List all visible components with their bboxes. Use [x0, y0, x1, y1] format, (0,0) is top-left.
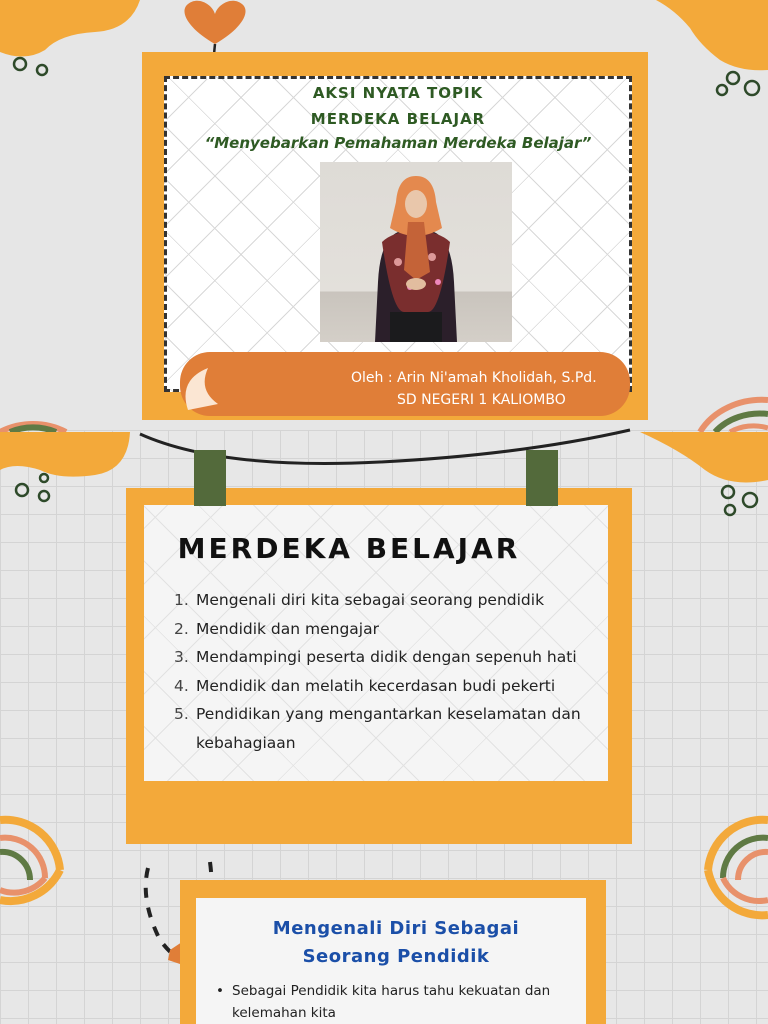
- rainbow-right-upper: [700, 400, 768, 432]
- list-item: [174, 615, 604, 644]
- profile-title-line1: Mengenali Diri Sebagai: [272, 918, 520, 939]
- author-photo: [320, 162, 512, 342]
- bullet-dot-icon: •: [216, 983, 224, 999]
- list-item: [174, 643, 604, 672]
- profile-bullet-text: Sebagai Pendidik kita harus tahu kekuatan dan kelemahan kita: [232, 983, 551, 1021]
- cover-subtitle: “Menyebarkan Pemahaman Merdeka Belajar”: [204, 134, 592, 152]
- list-text: Pendidikan yang mengantarkan keselamatan dan kebahagiaan: [196, 705, 581, 752]
- profile-bullet: [216, 980, 586, 1024]
- blob-top-left: [0, 0, 140, 57]
- list-number: 4.: [174, 676, 189, 695]
- rainbow-left-lower: [0, 820, 60, 901]
- list-text: Mendidik dan melatih kecerdasan budi pekerti: [196, 676, 556, 695]
- author-name: Oleh : Arin Ni'amah Kholidah, S.Pd.: [351, 370, 597, 386]
- clip-left: [194, 450, 226, 506]
- list-text: Mendampingi peserta didik dengan sepenuh hati: [196, 648, 577, 666]
- blob-top-right: [656, 0, 768, 70]
- list-text: Mengenali diri kita sebagai seorang pendidik: [196, 591, 545, 609]
- rainbow-right-lower: [708, 820, 768, 916]
- cover-title-line2: MERDEKA BELAJAR: [310, 110, 486, 128]
- heart-decoration: [184, 1, 245, 44]
- list-item: [174, 700, 604, 757]
- list-number: 1.: [174, 591, 189, 609]
- clip-right: [526, 450, 558, 506]
- merdeka-title: MERDEKA BELAJAR: [177, 532, 521, 565]
- list-item: [174, 586, 604, 615]
- list-number: 5.: [174, 705, 189, 723]
- profile-title-line2: Seorang Pendidik: [302, 946, 490, 967]
- school-name: SD NEGERI 1 KALIOMBO: [397, 392, 566, 408]
- list-text: Mendidik dan mengajar: [196, 619, 379, 638]
- list-number: 2.: [174, 619, 189, 638]
- merdeka-list: [174, 586, 604, 757]
- ribbon-curl: [178, 360, 238, 420]
- list-number: 3.: [174, 648, 189, 666]
- rainbow-left-upper: [0, 424, 66, 432]
- cover-title-line1: AKSI NYATA TOPIK: [312, 84, 484, 102]
- list-item: [174, 672, 604, 701]
